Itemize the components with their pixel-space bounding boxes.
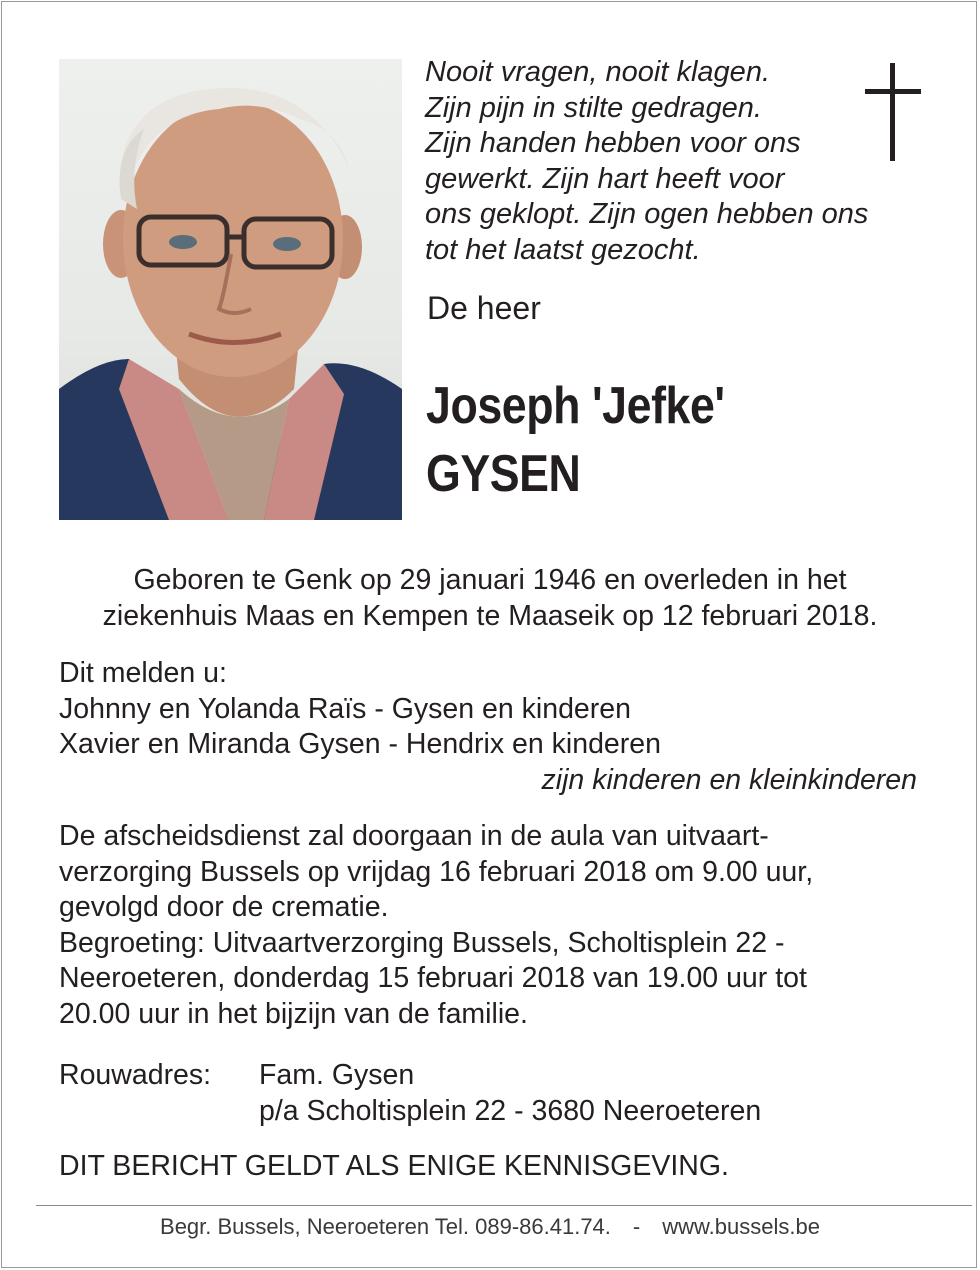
- death-line: ziekenhuis Maas en Kempen te Maaseik op 12 februari 2018.: [102, 599, 878, 632]
- name-line-first: Joseph 'Jefke': [426, 377, 725, 435]
- notice-statement: DIT BERICHT GELDT ALS ENIGE KENNISGEVING.: [59, 1150, 729, 1182]
- mourner-family: Johnny en Yolanda Raïs - Gysen en kinderen: [59, 692, 631, 725]
- mourners-intro: Dit melden u:: [59, 657, 227, 689]
- service-line: verzorging Bussels op vrijdag 16 februari 2018 om 9.00 uur,: [59, 855, 814, 888]
- cross-icon: [863, 63, 923, 161]
- mourners-relation: zijn kinderen en kleinkinderen: [541, 763, 917, 796]
- portrait-photo: [59, 59, 402, 520]
- footer-website-link[interactable]: www.bussels.be: [662, 1214, 820, 1239]
- poem-line: Zijn pijn in stilte gedragen.: [425, 91, 762, 124]
- poem: [425, 55, 875, 268]
- service-info: [59, 819, 929, 1032]
- address-street: p/a Scholtisplein 22 - 3680 Neeroeteren: [259, 1094, 762, 1127]
- footer-separator: -: [632, 1214, 641, 1239]
- birth-death-info: [59, 563, 921, 634]
- deceased-name: [426, 372, 725, 508]
- address-spacer: [59, 1094, 259, 1130]
- poem-line: Nooit vragen, nooit klagen.: [425, 56, 770, 88]
- service-line: De afscheidsdienst zal doorgaan in de aula van uitvaart-: [59, 820, 769, 852]
- footer-company: Begr. Bussels, Neeroeteren Tel. 089-86.41.74.: [160, 1214, 611, 1239]
- poem-line: gewerkt. Zijn hart heeft voor: [425, 162, 785, 195]
- visitation-line: Neeroeteren, donderdag 15 februari 2018 van 19.00 uur tot: [59, 962, 807, 994]
- mourners-block: [59, 656, 919, 798]
- footer: [0, 1214, 980, 1240]
- poem-line: tot het laatst gezocht.: [425, 233, 701, 266]
- birth-line: Geboren te Genk op 29 januari 1946 en overleden in het: [133, 564, 847, 596]
- address-name: Fam. Gysen: [259, 1059, 415, 1091]
- address-label: Rouwadres:: [59, 1059, 212, 1091]
- poem-line: Zijn handen hebben voor ons: [425, 127, 801, 159]
- service-line: gevolgd door de crematie.: [59, 891, 389, 923]
- visitation-line: Begroeting: Uitvaartverzorging Bussels, Scholtisplein 22 -: [59, 926, 785, 959]
- footer-divider: [36, 1205, 972, 1206]
- name-line-surname: GYSEN: [426, 445, 581, 503]
- portrait-illustration: [59, 59, 402, 520]
- visitation-line: 20.00 uur in het bijzijn van de familie.: [59, 997, 528, 1030]
- honorific: De heer: [427, 290, 541, 326]
- mourner-family: Xavier en Miranda Gysen - Hendrix en kinderen: [59, 728, 661, 760]
- poem-line: ons geklopt. Zijn ogen hebben ons: [425, 198, 869, 230]
- mourning-address: [59, 1058, 929, 1129]
